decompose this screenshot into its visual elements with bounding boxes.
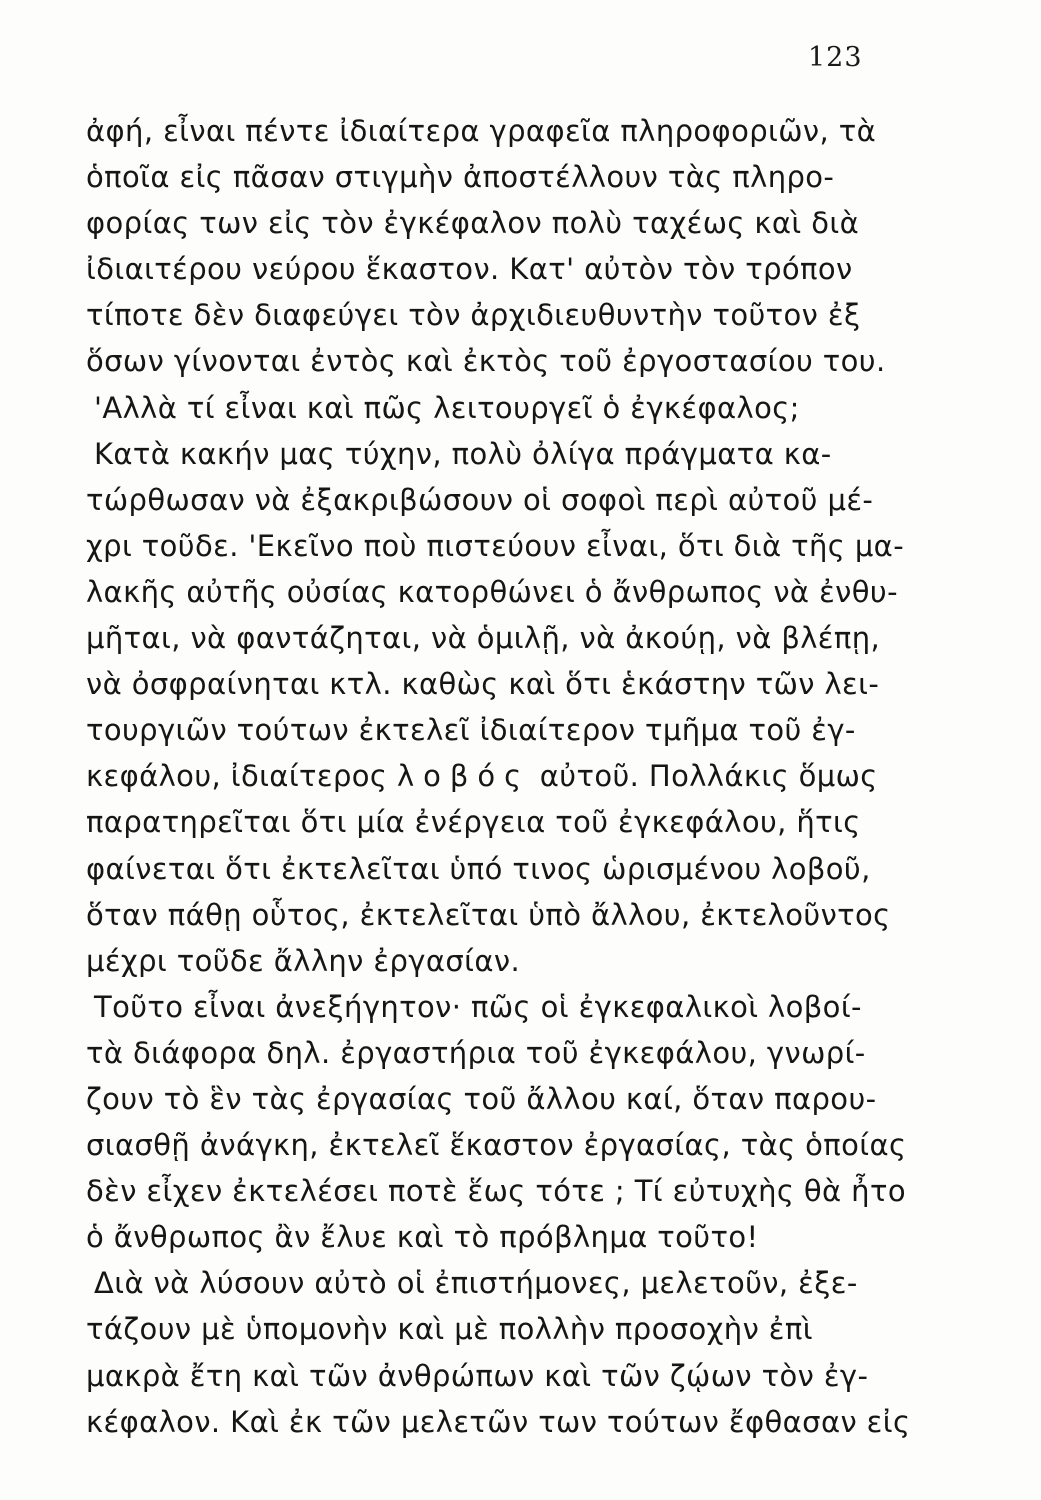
body-text [86,108,946,1445]
text-line: ἀφή, εἶναι πέντε ἰδιαίτερα γραφεῖα πληροφοριῶν, τὰ [86,114,877,148]
text-line: Κατὰ κακήν μας τύχην, πολὺ ὀλίγα πράγματα κα- [94,436,832,471]
text-line: παρατηρεῖται ὅτι μία ἐνέργεια τοῦ ἐγκεφάλου, ἥτις [86,805,861,840]
text-line: χρι τοῦδε. 'Εκεῖνο ποὺ πιστεύουν εἶναι, ὅτι διὰ τῆς μα- [86,528,905,563]
text-line: ἰδιαιτέρου νεύρου ἕκαστον. Κατ' αὐτὸν τὸν τρόπον [86,252,853,287]
text-line: δὲν εἶχεν ἐκτελέσει ποτὲ ἕως τότε ; Τί εὐτυχὴς θὰ ἦτο [86,1174,906,1209]
text-line: μέχρι τοῦδε ἄλλην ἐργασίαν. [86,943,521,978]
text-line: τὰ διάφορα δηλ. ἐργαστήρια τοῦ ἐγκεφάλου, γνωρί- [86,1035,866,1070]
text-line: μακρὰ ἔτη καὶ τῶν ἀνθρώπων καὶ τῶν ζῴων τὸν ἐγ- [86,1358,869,1393]
text-line: τουργιῶν τούτων ἐκτελεῖ ἰδιαίτερον τμῆμα τοῦ ἐγ- [86,713,856,748]
text-line: μῆται, νὰ φαντάζηται, νὰ ὁμιλῇ, νὰ ἀκούῃ, νὰ βλέπῃ, [86,621,881,656]
text-line: ὅταν πάθῃ οὗτος, ἐκτελεῖται ὑπὸ ἄλλου, ἐκτελοῦντος [86,897,891,932]
text-line: Τοῦτο εἶναι ἀνεξήγητον· πῶς οἱ ἐγκεφαλικοὶ λοβοί- [94,989,862,1024]
text-line: 'Αλλὰ τί εἶναι καὶ πῶς λειτουργεῖ ὁ ἐγκέφαλος; [94,390,800,425]
text-line: ὁ ἄνθρωπος ἂν ἔλυε καὶ τὸ πρόβλημα τοῦτο! [86,1220,759,1255]
text-line: φορίας των εἰς τὸν ἐγκέφαλον πολὺ ταχέως καὶ διὰ [86,206,860,241]
text-line: τώρθωσαν νὰ ἐξακριβώσουν οἱ σοφοὶ περὶ αὐτοῦ μέ- [86,482,874,517]
text-line [86,753,946,799]
text-segment: αὐτοῦ. Πολλάκις ὅμως [539,759,878,794]
text-segment: κεφάλου, ἰδιαίτερος [86,759,388,794]
text-line: τάζουν μὲ ὑπομονὴν καὶ μὲ πολλὴν προσοχὴν ἐπὶ [86,1312,813,1347]
text-line: ζουν τὸ ἓν τὰς ἐργασίας τοῦ ἄλλου καί, ὅταν παρου- [86,1081,877,1116]
text-line: ὁποῖα εἰς πᾶσαν στιγμὴν ἀποστέλλουν τὰς πληρο- [86,160,835,195]
text-line: νὰ ὀσφραίνηται κτλ. καθὼς καὶ ὅτι ἑκάστην τῶν λει- [86,667,880,702]
page-number: 123 [808,42,863,73]
text-line: λακῆς αὐτῆς οὐσίας κατορθώνει ὁ ἄνθρωπος νὰ ἐνθυ- [86,574,898,609]
text-line: σιασθῇ ἀνάγκη, ἐκτελεῖ ἕκαστον ἐργασίας, τὰς ὁποίας [86,1128,907,1163]
text-line: Διὰ νὰ λύσουν αὐτὸ οἱ ἐπιστήμονες, μελετοῦν, ἐξε- [94,1266,858,1301]
text-line: τίποτε δὲν διαφεύγει τὸν ἀρχιδιευθυντὴν τοῦτον ἐξ [86,298,861,333]
text-line: ὅσων γίνονται ἐντὸς καὶ ἐκτὸς τοῦ ἐργοστασίου του. [86,344,886,379]
emphasized-term: λοβός [396,759,531,794]
text-line: φαίνεται ὅτι ἐκτελεῖται ὑπό τινος ὡρισμένου λοβοῦ, [86,851,871,886]
text-line: κέφαλον. Καὶ ἐκ τῶν μελετῶν των τούτων ἔφθασαν εἰς [86,1404,911,1439]
